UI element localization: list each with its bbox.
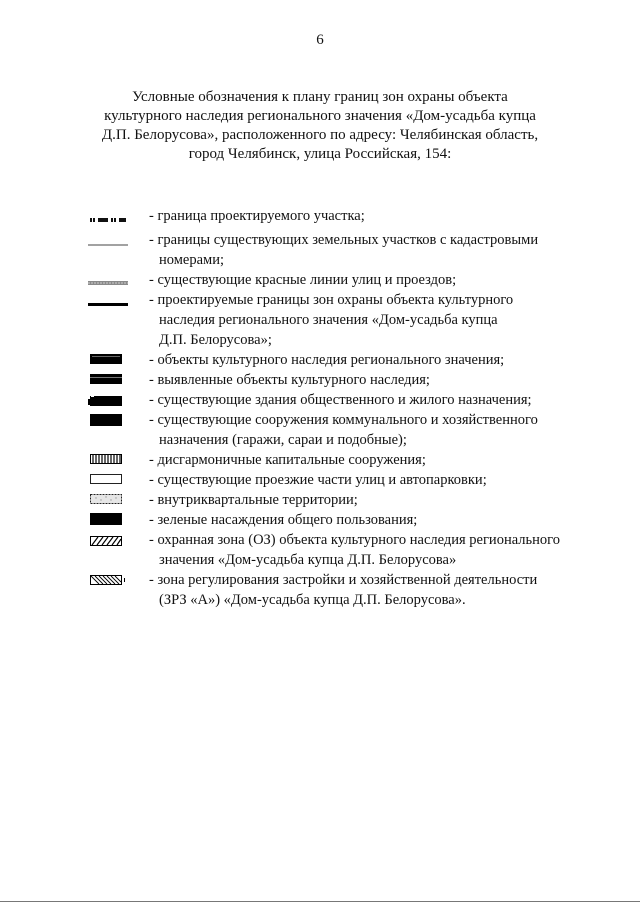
legend-item-text: - выявленные объекты культурного наследия; (149, 372, 430, 388)
title-line: культурного наследия регионального значения «Дом-усадьба купца (104, 108, 536, 124)
legend-item (149, 206, 585, 226)
legend-item (149, 270, 585, 290)
diagonal-hatch-icon (88, 534, 128, 552)
title-line: Д.П. Белорусова», расположенного по адресу: Челябинская область, (101, 127, 539, 143)
dotted-rect-icon (88, 492, 128, 510)
cross-hatch-icon (88, 573, 128, 591)
solid-black-fill-icon (88, 512, 128, 531)
legend-item (149, 410, 585, 450)
legend-item (149, 350, 585, 370)
legend-item-text: - существующие здания общественного и жилого назначения; (149, 392, 532, 408)
legend-item-text: - проектируемые границы зон охраны объекта культурного (149, 292, 514, 308)
legend-item-text: - внутриквартальные территории; (149, 492, 358, 508)
vertical-hatch-icon (88, 452, 128, 470)
legend-item (149, 490, 585, 510)
legend-item-text: - существующие сооружения коммунального и хозяйственного (149, 412, 538, 428)
legend-item (149, 510, 585, 530)
black-rect-notched-icon (88, 394, 128, 412)
dash-dot-line-icon (88, 212, 128, 230)
legend-item-text: - существующие красные линии улиц и проездов; (149, 272, 457, 288)
legend-item-text: (ЗРЗ «А») «Дом-усадьба купца Д.П. Белорусова». (159, 592, 466, 608)
legend-item (149, 370, 585, 390)
legend-item-text: назначения (гаражи, сараи и подобные); (159, 432, 407, 448)
black-rect-line-icon (88, 372, 128, 390)
page-number: 6 (316, 32, 324, 48)
title-line: город Челябинск, улица Российская, 154: (188, 146, 452, 162)
legend-item (149, 450, 585, 470)
legend-item-text: Д.П. Белорусова»; (159, 332, 272, 348)
legend-item-text: - зеленые насаждения общего пользования; (149, 512, 418, 528)
legend-item-text: - охранная зона (ОЗ) объекта культурного наследия регионального (149, 532, 560, 548)
gray-band-icon (88, 275, 128, 293)
thin-line-icon (88, 236, 128, 254)
legend-item-text: номерами; (159, 252, 224, 268)
legend-item (149, 530, 585, 570)
legend-item (149, 470, 585, 490)
legend-item-text: - существующие проезжие части улиц и автопарковки; (149, 472, 487, 488)
legend-item-text: - объекты культурного наследия регионального значения; (149, 352, 505, 368)
legend-item-text: - дисгармоничные капитальные сооружения; (149, 452, 426, 468)
solid-line-icon (88, 296, 128, 314)
legend-item (149, 290, 585, 350)
white-rect-icon (88, 472, 128, 490)
legend-item (149, 570, 585, 610)
legend-item-text: - зона регулирования застройки и хозяйственной деятельности (149, 572, 538, 588)
legend-item-text: - границы существующих земельных участков с кадастровыми (149, 232, 539, 248)
legend-item (149, 390, 585, 410)
legend-item-text: значения «Дом-усадьба купца Д.П. Белорусова» (159, 552, 457, 568)
legend-item-text: - граница проектируемого участка; (149, 208, 365, 224)
bottom-divider (0, 901, 640, 902)
black-rect-bordered-icon (88, 352, 128, 370)
black-rect-icon (88, 413, 128, 432)
title-line: Условные обозначения к плану границ зон охраны объекта (132, 89, 508, 105)
legend-item (149, 230, 585, 270)
legend-item-text: наследия регионального значения «Дом-усадьба купца (159, 312, 498, 328)
